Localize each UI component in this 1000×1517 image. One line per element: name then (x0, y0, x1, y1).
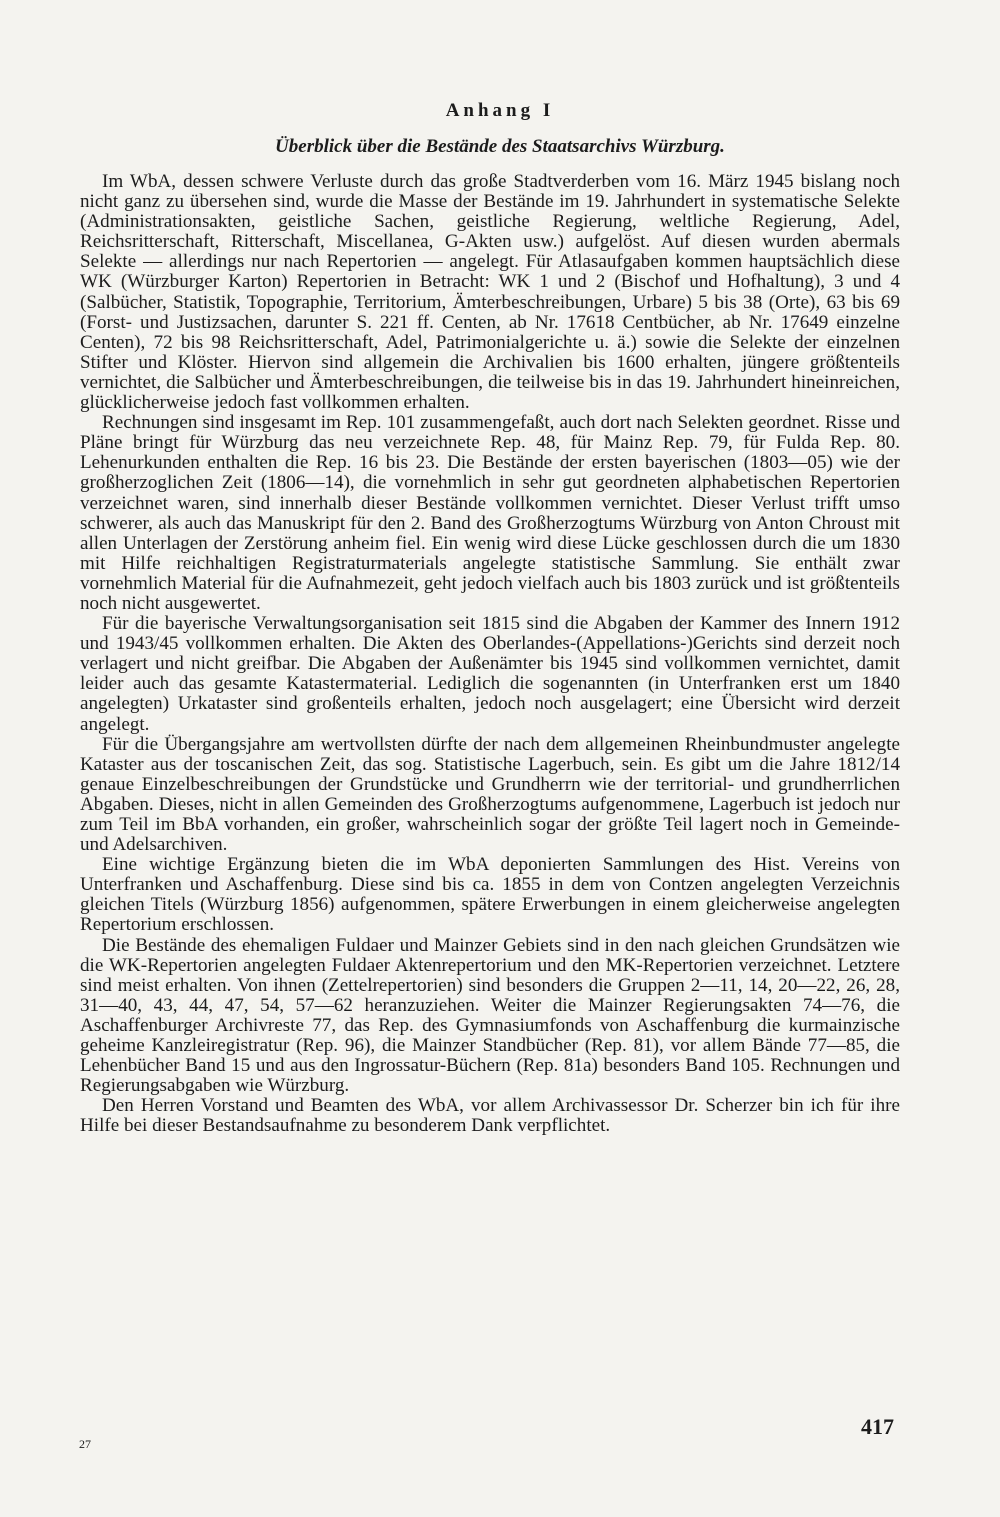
paragraph: Eine wichtige Ergänzung bieten die im WbA deponierten Sammlungen des Hist. Vereins von Unterfranken und Aschaffenburg. Diese sind bis ca. 1855 in dem von Contzen angelegten Verzeichnis gleichen Titels (Würzburg 1856) aufgenommen, spätere Erwerbungen in einem gleicherweise angelegten Repertorium erschlossen. (80, 854, 900, 936)
appendix-subtitle: Überblick über die Bestände des Staatsarchivs Würzburg. (275, 136, 725, 157)
paragraph: Rechnungen sind insgesamt im Rep. 101 zusammengefaßt, auch dort nach Selekten geordnet. Risse und Pläne bringt für Würzburg das neu verzeichnete Rep. 48, für Mainz Rep. 79, für Fulda Rep. 80. Lehenurkunden enthalten die Rep. 16 bis 23. Die Bestände der ersten bayerischen (1803—05) wie der großherzoglichen Zeit (1806—14), die vornehmlich in sehr gut geordneten alphabetischen Repertorien verzeichnet waren, sind innerhalb dieser Bestände vollkommen vernichtet. Dieser Verlust trifft umso schwerer, als auch das Manuskript für den 2. Band des Großherzogtums Würzburg von Anton Chroust mit allen Unterlagen der Zerstörung anheim fiel. Ein wenig wird diese Lücke geschlossen durch die um 1830 mit Hilfe reichhaltigen Registraturmaterials angelegte statistische Sammlung. Sie enthält zwar vornehmlich Material für die Aufnahmezeit, geht jedoch vielfach auch bis 1803 zurück und ist größtenteils noch nicht ausgewertet. (80, 412, 900, 614)
paragraph: Für die bayerische Verwaltungsorganisation seit 1815 sind die Abgaben der Kammer des Innern 1912 und 1943/45 vollkommen erhalten. Die Akten des Oberlandes-(Appellations-)Gerichts sind derzeit noch verlagert und nicht greifbar. Die Abgaben der Außenämter bis 1945 sind vollkommen vernichtet, damit leider auch das gesamte Katastermaterial. Lediglich die sogenannten (in Unterfranken erst um 1840 angelegten) Urkataster sind großenteils erhalten, jedoch noch ausgelagert; eine Übersicht wird derzeit angelegt. (80, 613, 900, 735)
paragraph: Für die Übergangsjahre am wertvollsten dürfte der nach dem allgemeinen Rheinbundmuster angelegte Kataster aus der toscanischen Zeit, das sog. Statistische Lagerbuch, sein. Es gibt um die Jahre 1812/14 genaue Einzelbeschreibungen der Grundstücke und Grundherrn wie der territorial- und grundherrlichen Abgaben. Dieses, nicht in allen Gemeinden des Großherzogtums aufgenommene, Lagerbuch ist jedoch nur zum Teil im BbA vorhanden, ein großer, wahrscheinlich sogar der größte Teil lagert noch in Gemeinde- und Adelsarchiven. (80, 733, 900, 856)
appendix-title: Anhang I (445, 100, 555, 121)
signature-mark: 27 (79, 1437, 91, 1451)
body-text (80, 172, 900, 1137)
page-number: 417 (861, 1414, 894, 1439)
paragraph: Im WbA, dessen schwere Verluste durch das große Stadtverderben vom 16. März 1945 bislang noch nicht ganz zu übersehen sind, wurde die Masse der Bestände im 19. Jahrhundert in systematische Selekte (Administrationsakten, geistliche Sachen, geistliche Regierung, weltliche Regierung, Adel, Reichsritterschaft, Ritterschaft, Miscellanea, G-Akten usw.) aufgelöst. Auf diesen wurden abermals Selekte — allerdings nur nach Repertorien — angelegt. Für Atlasaufgaben kommen hauptsächlich diese WK (Würzburger Karton) Repertorien in Betracht: WK 1 und 2 (Bischof und Hofhaltung), 3 und 4 (Salbücher, Statistik, Topographie, Territorium, Ämterbeschreibungen, Urbare) 5 bis 38 (Orte), 63 bis 69 (Forst- und Justizsachen, darunter S. 221 ff. Centen, ab Nr. 17618 Centbücher, ab Nr. 17649 einzelne Centen), 72 bis 98 Reichsritterschaft, Adel, Patrimonialgerichte u. ä.) sowie die Selekte der einzelnen Stifter und Klöster. Hiervon sind allgemein die Archivalien bis 1600 erhalten, jüngere größtenteils vernichtet, die Salbücher und Ämterbeschreibungen, die teilweise bis in das 19. Jahrhundert hineinreichen, glücklicherweise jedoch fast vollkommen erhalten. (80, 171, 900, 414)
paragraph: Den Herren Vorstand und Beamten des WbA, vor allem Archivassessor Dr. Scherzer bin ich für ihre Hilfe bei dieser Bestandsaufnahme zu besonderem Dank verpflichtet. (80, 1095, 900, 1137)
paragraph: Die Bestände des ehemaligen Fuldaer und Mainzer Gebiets sind in den nach gleichen Grundsätzen wie die WK-Repertorien angelegten Fuldaer Aktenrepertorium und den MK-Repertorien verzeichnet. Letztere sind meist erhalten. Von ihnen (Zettelrepertorien) sind besonders die Gruppen 2—11, 14, 20—22, 26, 28, 31—40, 43, 44, 47, 54, 57—62 heranzuziehen. Weiter die Mainzer Regierungsakten 74—76, die Aschaffenburger Archivreste 77, das Rep. des Gymnasiumfonds von Aschaffenburg die kurmainzische geheime Kanzleiregistratur (Rep. 96), die Mainzer Standbücher (Rep. 81), vor allem Bände 77—85, die Lehenbücher Band 15 und aus den Ingrossatur-Büchern (Rep. 81a) besonders Band 105. Rechnungen und Regierungsabgaben wie Würzburg. (80, 934, 900, 1097)
